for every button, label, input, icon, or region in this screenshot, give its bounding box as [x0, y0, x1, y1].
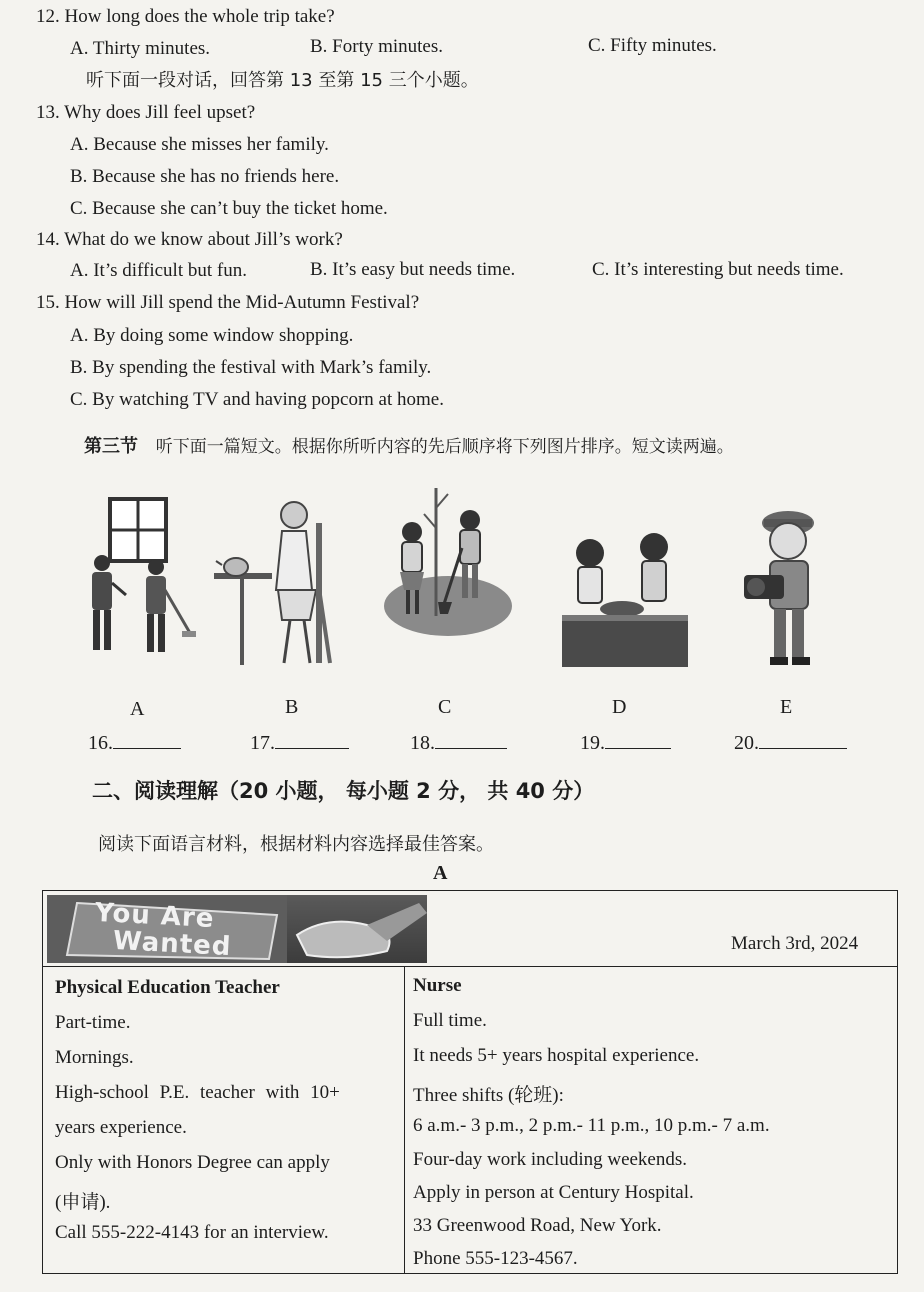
- question-13-stem: 13. Why does Jill feel upset?: [36, 102, 256, 123]
- question-15-option-c: C. By watching TV and having popcorn at home.: [70, 389, 444, 410]
- nurse-line: 6 a.m.- 3 p.m., 2 p.m.- 11 p.m., 10 p.m.- 7 a.m.: [413, 1115, 770, 1136]
- nurse-title: Nurse: [413, 975, 462, 996]
- nurse-line: Full time.: [413, 1010, 487, 1031]
- section-3-instruction: 听下面一篇短文。根据你所听内容的先后顺序将下列图片排序。短文读两遍。: [155, 437, 734, 457]
- ad-date: March 3rd, 2024: [731, 933, 859, 954]
- question-14-option-c: C. It’s interesting but needs time.: [592, 259, 844, 280]
- answer-blank-19[interactable]: 19.: [580, 732, 671, 755]
- instruction-13-15: 听下面一段对话，回答第 13 至第 15 三个小题。: [86, 70, 479, 91]
- picture-c-planting-icon: [382, 478, 512, 638]
- question-15-option-a: A. By doing some window shopping.: [70, 325, 354, 346]
- nurse-line: 33 Greenwood Road, New York.: [413, 1215, 662, 1236]
- picture-a-cleaning-icon: [60, 495, 200, 670]
- section-3-label: 第三节: [84, 436, 138, 457]
- pe-teacher-line: Part-time.: [55, 1012, 131, 1033]
- part-2-heading: 二、阅读理解（20 小题， 每小题 2 分， 共 40 分）: [92, 779, 595, 803]
- ad-column-divider: [404, 966, 405, 1273]
- pe-teacher-line: Call 555-222-4143 for an interview.: [55, 1222, 329, 1243]
- nurse-line: Three shifts (轮班):: [413, 1085, 564, 1106]
- nurse-line: Apply in person at Century Hospital.: [413, 1182, 694, 1203]
- pe-teacher-title: Physical Education Teacher: [55, 977, 280, 998]
- nurse-line: Four-day work including weekends.: [413, 1149, 688, 1170]
- pe-teacher-line: (申请).: [55, 1192, 111, 1213]
- nurse-line: It needs 5+ years hospital experience.: [413, 1045, 700, 1066]
- picture-letter-d: D: [612, 696, 627, 718]
- answer-blank-17[interactable]: 17.: [250, 732, 349, 755]
- ad-header-divider: [43, 966, 897, 967]
- question-12-option-a: A. Thirty minutes.: [70, 38, 211, 59]
- question-13-option-b: B. Because she has no friends here.: [70, 166, 340, 187]
- pe-teacher-line: years experience.: [55, 1117, 187, 1138]
- picture-d-cooking-icon: [560, 505, 690, 670]
- question-13-option-c: C. Because she can’t buy the ticket home.: [70, 198, 388, 219]
- pe-teacher-line: High-school P.E. teacher with 10+: [55, 1082, 340, 1103]
- question-15-stem: 15. How will Jill spend the Mid-Autumn Festival?: [36, 292, 420, 313]
- picture-letter-e: E: [780, 696, 793, 718]
- nurse-line: Phone 555-123-4567.: [413, 1248, 578, 1269]
- pe-teacher-line: Only with Honors Degree can apply: [55, 1152, 330, 1173]
- picture-b-tea-icon: [212, 495, 342, 670]
- pe-teacher-line: Mornings.: [55, 1047, 134, 1068]
- picture-letter-c: C: [438, 696, 452, 718]
- question-14-stem: 14. What do we know about Jill’s work?: [36, 229, 343, 250]
- banner-line-2: Wanted: [112, 925, 233, 963]
- section-3-heading: [84, 432, 734, 458]
- you-are-wanted-banner: [47, 895, 427, 963]
- question-14-option-a: A. It’s difficult but fun.: [70, 260, 247, 281]
- question-12-option-b: B. Forty minutes.: [310, 36, 444, 57]
- answer-blank-20[interactable]: 20.: [734, 732, 847, 755]
- answer-blank-18[interactable]: 18.: [410, 732, 507, 755]
- question-12-stem: 12. How long does the whole trip take?: [36, 6, 335, 27]
- passage-label-a: A: [433, 862, 448, 884]
- banner-line-1: You Are: [94, 897, 216, 935]
- answer-blank-16[interactable]: 16.: [88, 732, 181, 755]
- question-12-option-c: C. Fifty minutes.: [588, 35, 717, 56]
- question-14-option-b: B. It’s easy but needs time.: [310, 259, 516, 280]
- question-15-option-b: B. By spending the festival with Mark’s family.: [70, 357, 432, 378]
- question-13-option-a: A. Because she misses her family.: [70, 134, 329, 155]
- job-ad-table: [42, 890, 898, 1274]
- picture-e-camera-icon: [742, 505, 832, 670]
- picture-letter-a: A: [130, 698, 145, 720]
- part-2-instruction: 阅读下面语言材料，根据材料内容选择最佳答案。: [98, 834, 494, 855]
- picture-letter-b: B: [285, 696, 299, 718]
